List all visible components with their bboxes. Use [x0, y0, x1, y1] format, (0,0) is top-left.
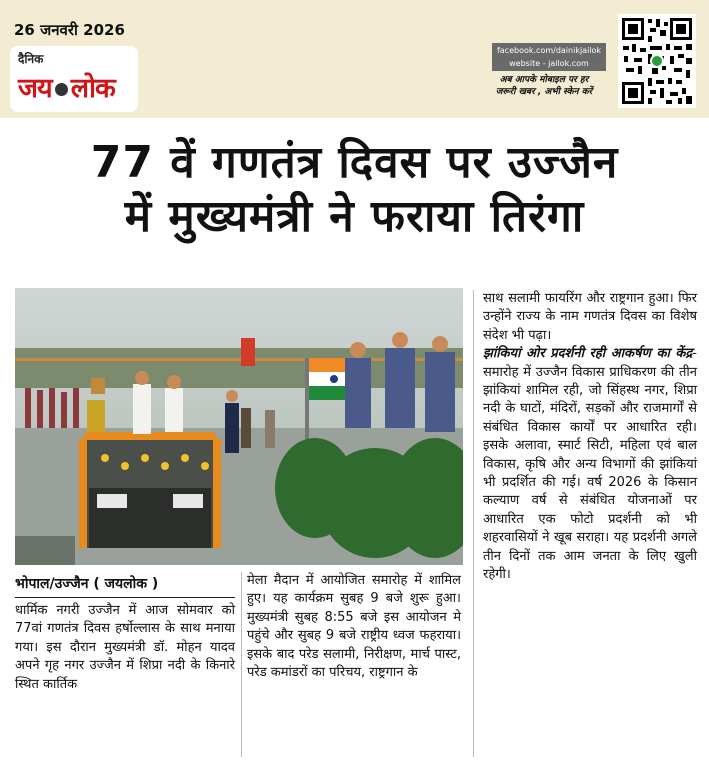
headline	[0, 136, 709, 244]
logo-left-text: जय	[18, 73, 52, 104]
facebook-link[interactable]: facebook.com/dainikjailok	[496, 46, 602, 55]
masthead	[0, 0, 709, 118]
logo-right-text: लोक	[70, 73, 115, 104]
headline-line-2: में मुख्यमंत्री ने फराया तिरंगा	[124, 191, 585, 242]
column-divider-1	[241, 572, 242, 757]
qr-code-icon[interactable]	[618, 14, 696, 108]
newspaper-logo[interactable]	[10, 46, 138, 112]
column-3-paragraph-1: साथ सलामी फायरिंग और राष्ट्रगान हुआ। फिर उन्होंने राज्य के नाम गणतंत्र दिवस का विशेष संदेश भी पढ़ा।	[483, 291, 697, 343]
issue-date: 26 जनवरी 2026	[14, 21, 125, 39]
column-divider-2	[473, 290, 474, 757]
website-link[interactable]: website - jailok.com	[509, 59, 589, 68]
dateline: भोपाल/उज्जैन ( जयलोक )	[15, 574, 235, 598]
social-links	[492, 43, 606, 71]
logo-wordmark	[18, 68, 115, 105]
scan-line-1: अब आपके मोबाइल पर हर	[499, 75, 589, 85]
logo-prefix: दैनिक	[18, 52, 44, 66]
headline-line-1: 77 वें गणतंत्र दिवस पर उज्जैन	[90, 137, 619, 188]
scan-line-2: जरूरी खबर , अभी स्केन करें	[495, 87, 593, 97]
scan-prompt	[478, 74, 610, 98]
article-column-2: मेला मैदान में आयोजित समारोह में शामिल हुए। यह कार्यक्रम सुबह 9 बजे शुरू हुआ। मुख्यमंत्री सुबह 8:55 बजे इस आयोजन मे पहुंचे और सुबह 9 बजे राष्ट्रीय ध्वज फहराया। इसके बाद परेड सलामी, निरीक्षण, मार्च पास्ट, परेड कमांडरों का परिचय, राष्ट्रगान के	[247, 573, 461, 681]
section-subheading: झांकियां ओर प्रदर्शनी रही आकर्षण का केंद्र	[483, 346, 693, 362]
news-photo	[15, 288, 463, 565]
article-column-3	[483, 290, 697, 585]
logo-emblem-icon	[55, 83, 68, 96]
column-3-paragraph-2: - समारोह में उज्जैन विकास प्राधिकरण की तीन झांकियां शामिल रही, जो सिंहस्थ नगर, शिप्रा नदी के घाटों, मंदिरों, सड़कों और राजमार्गों से संबंधित विकास कार्यों पर आधारित रही। इसके अलावा, स्मार्ट सिटी, महिला एवं बाल विकास, कृषि और अन्य विभागों की झांकियां भी प्रदर्शित की गई। वर्ष 2026 के किसान कल्याण वर्ष से संबंधित योजनाओं पर आधारित एक फोटो प्रदर्शनी को भी शहरवासियों ने खूब सराहा। यह प्रदर्शनी अगले तीन दिनों तक आम जनता के लिए खुली रहेगी।	[483, 346, 697, 583]
article-column-1: धार्मिक नगरी उज्जैन में आज सोमवार को 77वां गणतंत्र दिवस हर्षोल्लास के साथ मनाया गया। इस दौरान मुख्यमंत्री डॉ. मोहन यादव अपने गृह नगर उज्जैन में शिप्रा नदी के किनारे स्थित कार्तिक	[15, 603, 235, 692]
